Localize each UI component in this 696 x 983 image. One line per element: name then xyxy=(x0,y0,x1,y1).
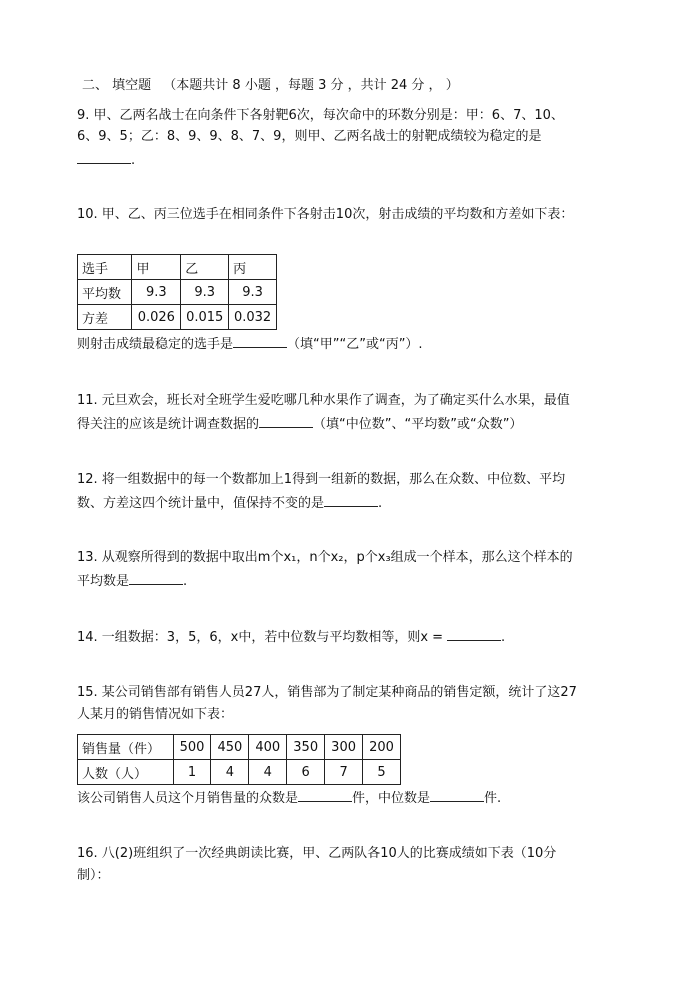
q14-line xyxy=(77,627,505,647)
q11-line-2-pre: 得关注的应该是统计调查数据的 xyxy=(77,417,260,432)
q13-line-2-pre: 平均数是 xyxy=(77,574,130,589)
q10-answer-blank[interactable] xyxy=(233,334,287,348)
q10-stem: 10. 甲、乙、丙三位选手在相同条件下各射击10次，射击成绩的平均数和方差如下表： xyxy=(77,207,574,222)
q14-stem: 14. 一组数据：3，5，6，x中，若中位数与平均数相等，则x = xyxy=(77,630,444,645)
q15-line-1: 15. 某公司销售部有销售人员27人，销售部为了制定某种商品的销售定额，统计了这27 xyxy=(77,685,577,700)
q12-answer-blank[interactable] xyxy=(324,493,378,507)
q12-line-2-pre: 数、方差这四个统计量中，值保持不变的是 xyxy=(77,496,325,511)
q9-answer-line xyxy=(77,150,135,170)
q10-answer-line xyxy=(77,334,423,354)
q11-line-2-post: （填“中位数”、“平均数”或“众数”） xyxy=(313,417,523,432)
q9-line-2: 6、9、5；乙：8、9、9、8、7、9，则甲、乙两名战士的射靶成绩较为稳定的是 xyxy=(77,129,542,144)
q9-end: . xyxy=(131,153,136,168)
q12-end: . xyxy=(378,496,383,511)
q10-table-header-row xyxy=(78,255,277,280)
section-title: 二、 填空题 xyxy=(82,78,152,93)
q11-answer-blank[interactable] xyxy=(259,414,313,428)
q15-header-cell: 400 xyxy=(249,735,287,760)
q15-cell: 1 xyxy=(173,760,211,785)
q9-answer-blank[interactable] xyxy=(77,150,131,164)
q15-table-header-row xyxy=(78,735,401,760)
q10-header-cell: 丙 xyxy=(229,255,277,280)
q15-header-cell: 350 xyxy=(287,735,325,760)
q10-cell: 0.026 xyxy=(132,305,181,330)
q16-line-1: 16. 八(2)班组织了一次经典朗读比赛，甲、乙两队各10人的比赛成绩如下表（10分 xyxy=(77,846,557,861)
q10-header-cell: 乙 xyxy=(181,255,229,280)
q15-table-row xyxy=(78,760,401,785)
q15-line-2: 人某月的销售情况如下表： xyxy=(77,707,234,722)
q14-answer-blank[interactable] xyxy=(447,627,501,641)
q10-cell: 0.015 xyxy=(181,305,229,330)
q10-header-cell: 甲 xyxy=(132,255,181,280)
q11-line-1: 11. 元旦欢会，班长对全班学生爱吃哪几种水果作了调查，为了确定买什么水果，最值 xyxy=(77,393,570,408)
q15-header-cell: 300 xyxy=(325,735,363,760)
q11-line-2 xyxy=(77,414,522,434)
q10-header-cell: 选手 xyxy=(78,255,132,280)
q9-line-1: 9. 甲、乙两名战士在向条件下各射靶6次，每次命中的环数分别是：甲：6、7、10、 xyxy=(77,108,564,123)
q15-header-cell: 500 xyxy=(173,735,211,760)
q15-cell: 6 xyxy=(287,760,325,785)
q13-line-2 xyxy=(77,571,187,591)
q10-table xyxy=(77,254,277,330)
q10-table-row xyxy=(78,280,277,305)
q10-cell: 9.3 xyxy=(181,280,229,305)
q15-cell: 4 xyxy=(249,760,287,785)
q15-cell: 5 xyxy=(363,760,401,785)
q10-cell: 9.3 xyxy=(132,280,181,305)
q15-row-label: 人数（人） xyxy=(78,760,174,785)
q13-end: . xyxy=(183,574,188,589)
q10-table-row xyxy=(78,305,277,330)
q10-row-label: 方差 xyxy=(78,305,132,330)
q15-answer-line xyxy=(77,788,501,808)
q12-line-2 xyxy=(77,493,382,513)
q15-after-pre: 该公司销售人员这个月销售量的众数是 xyxy=(77,791,299,806)
q13-line-1: 13. 从观察所得到的数据中取出m个x₁，n个x₂，p个x₃组成一个样本，那么这个样本的 xyxy=(77,550,573,565)
q12-line-1: 12. 将一组数据中的每一个数都加上1得到一组新的数据，那么在众数、中位数、平均 xyxy=(77,472,566,487)
section-info: （本题共计 8 小题 ，每题 3 分 ，共计 24 分 ， ） xyxy=(163,78,459,93)
section-heading xyxy=(82,77,459,95)
q15-answer-blank-median[interactable] xyxy=(430,788,484,802)
q15-table xyxy=(77,734,401,785)
q15-header-cell: 200 xyxy=(363,735,401,760)
q15-after-post: 件. xyxy=(484,791,502,806)
q15-answer-blank-mode[interactable] xyxy=(298,788,352,802)
q10-after-post: （填“甲”“乙”或“丙”）. xyxy=(287,337,423,352)
q15-header-cell: 销售量（件） xyxy=(78,735,174,760)
q15-header-cell: 450 xyxy=(211,735,249,760)
q10-cell: 0.032 xyxy=(229,305,277,330)
q14-end: . xyxy=(501,630,506,645)
q15-cell: 7 xyxy=(325,760,363,785)
q10-row-label: 平均数 xyxy=(78,280,132,305)
q15-after-mid: 件，中位数是 xyxy=(352,791,431,806)
q10-cell: 9.3 xyxy=(229,280,277,305)
q15-cell: 4 xyxy=(211,760,249,785)
q10-after-pre: 则射击成绩最稳定的选手是 xyxy=(77,337,234,352)
q16-line-2: 制）： xyxy=(77,868,110,883)
q13-answer-blank[interactable] xyxy=(129,571,183,585)
